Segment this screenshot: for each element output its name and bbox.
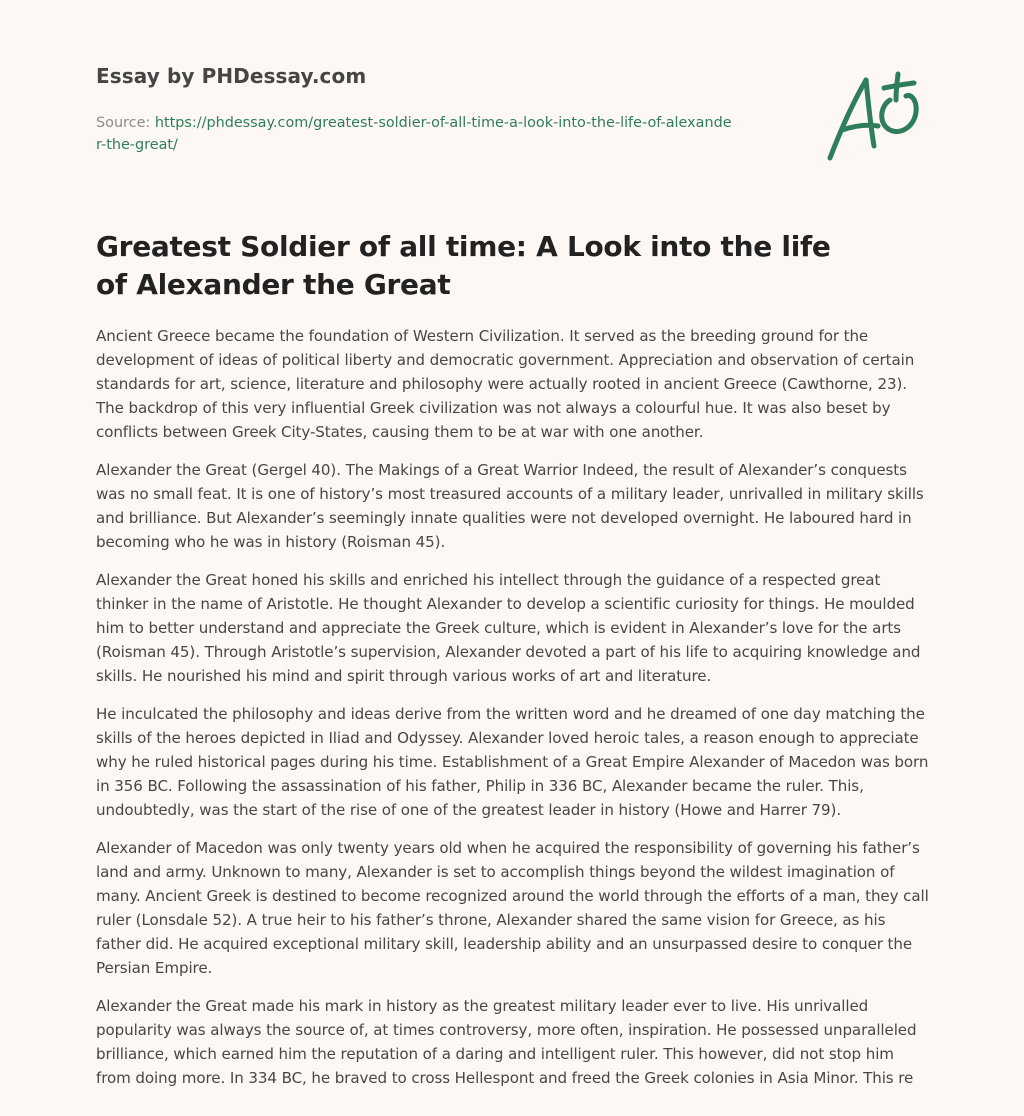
essay-paragraph: Alexander of Macedon was only twenty years old when he acquired the responsibility of governing his father’s land and army. Unknown to many, Alexander is set to accomplish things beyond the wildest imagination of many. Ancient Greek is destined to become recognized around the world through the efforts of a man, they call ruler (Lonsdale 52). A true heir to his father’s throne, Alexander shared the same vision for Greece, as his father did. He acquired exceptional military skill, leadership ability and an unsurpassed desire to conquer the Persian Empire.: [96, 839, 929, 977]
essay-paragraph: Alexander the Great honed his skills and enriched his intellect through the guidance of a respected great thinker in the name of Aristotle. He thought Alexander to develop a scientific curiosity for things. He moulded him to better understand and appreciate the Greek culture, which is evident in Alexander’s love for the arts (Roisman 45). Through Aristotle’s supervision, Alexander devoted a part of his life to acquiring knowledge and skills. He nourished his mind and spirit through various works of art and literature.: [96, 571, 921, 685]
source-label: Source:: [96, 115, 151, 131]
site-brand: Essay by PHDessay.com: [96, 64, 367, 88]
source-line: [96, 112, 736, 156]
a-plus-grade-icon: [818, 66, 928, 166]
source-link[interactable]: https://phdessay.com/greatest-soldier-of-all-time-a-look-into-the-life-of-alexander-the-great/: [96, 115, 732, 153]
essay-title: Greatest Soldier of all time: A Look into the life of Alexander the Great: [96, 230, 831, 301]
essay-paragraph: He inculcated the philosophy and ideas derive from the written word and he dreamed of one day matching the skills of the heroes depicted in Iliad and Odyssey. Alexander loved heroic tales, a reason enough to appreciate why he ruled historical pages during his time. Establishment of a Great Empire Alexander of Macedon was born in 356 BC. Following the assassination of his father, Philip in 336 BC, Alexander became the ruler. This, undoubtedly, was the start of the rise of one of the greatest leader in history (Howe and Harrer 79).: [96, 705, 929, 819]
essay-paragraph: Alexander the Great (Gergel 40). The Makings of a Great Warrior Indeed, the result of Alexander’s conquests was no small feat. It is one of history’s most treasured accounts of a military leader, unrivalled in military skills and brilliance. But Alexander’s seemingly innate qualities were not developed overnight. He laboured hard in becoming who he was in history (Roisman 45).: [96, 461, 924, 551]
essay-paragraph: Alexander the Great made his mark in history as the greatest military leader ever to live. His unrivalled popularity was always the source of, at times controversy, more often, inspiration. He possessed unparalleled brilliance, which earned him the reputation of a daring and intelligent ruler. This however, did not stop him from doing more. In 334 BC, he braved to cross Hellespont and freed the Greek colonies in Asia Minor. This re: [96, 997, 917, 1087]
essay-body: [96, 324, 932, 1104]
essay-paragraph: Ancient Greece became the foundation of Western Civilization. It served as the breeding ground for the development of ideas of political liberty and democratic government. Appreciation and observation of certain standards for art, science, literature and philosophy were actually rooted in ancient Greece (Cawthorne, 23). The backdrop of this very influential Greek civilization was not always a colourful hue. It was also beset by conflicts between Greek City-States, causing them to be at war with one another.: [96, 327, 915, 441]
